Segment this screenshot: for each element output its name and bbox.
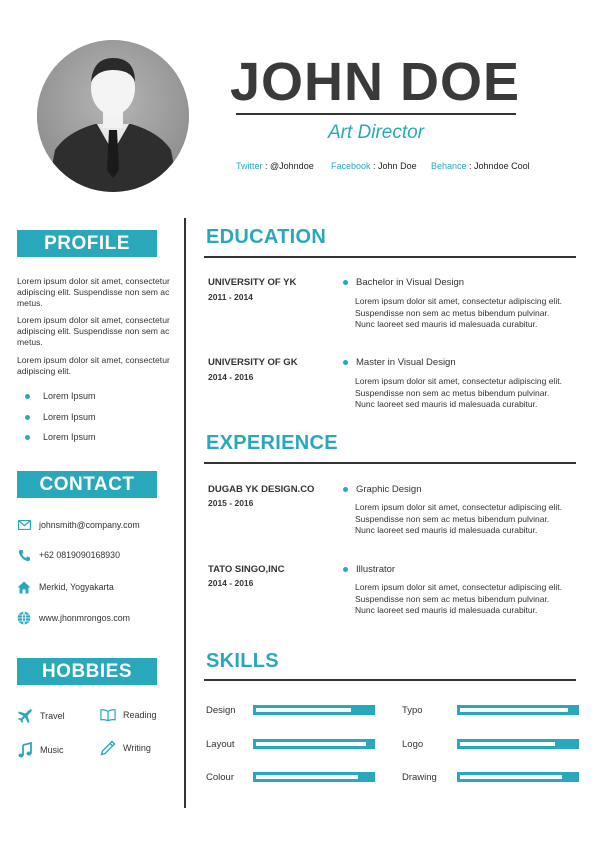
experience-company: DUGAB YK DESIGN.CO xyxy=(208,484,315,495)
education-description: Lorem ipsum dolor sit amet, consectetur adipiscing elit. Suspendisse non sem ac metus bibendum pulvinar. Nunc laoreet sed mauris id malesuada curabitur. xyxy=(355,296,562,329)
skill-bar xyxy=(457,772,579,782)
hobby-writing xyxy=(100,740,151,756)
profile-bullet xyxy=(25,432,96,442)
hobby-music-text: Music xyxy=(40,745,64,755)
skill-bar-fill xyxy=(460,775,562,779)
skill-bar-fill xyxy=(460,742,555,746)
profile-photo xyxy=(37,40,189,192)
book-icon xyxy=(100,707,116,723)
profile-heading: PROFILE xyxy=(17,230,157,257)
contact-address-text: Merkid, Yogyakarta xyxy=(39,582,114,592)
profile-bullet-text: Lorem Ipsum xyxy=(43,412,96,422)
social-facebook[interactable]: Facebook : John Doe xyxy=(331,161,417,171)
education-description: Lorem ipsum dolor sit amet, consectetur adipiscing elit. Suspendisse non sem ac metus bibendum pulvinar. Nunc laoreet sed mauris id malesuada curabitur. xyxy=(355,376,562,409)
social-behance-label: Behance xyxy=(431,161,467,171)
skills-rule xyxy=(204,679,576,681)
profile-bullet-text: Lorem Ipsum xyxy=(43,432,96,442)
hobby-writing-text: Writing xyxy=(123,743,151,753)
skill-bar xyxy=(457,739,579,749)
skill-bar-fill xyxy=(256,708,351,712)
experience-years: 2015 - 2016 xyxy=(208,498,254,508)
bullet-dot-icon xyxy=(25,394,30,399)
mail-icon xyxy=(17,518,31,532)
skill-label: Layout xyxy=(206,739,235,750)
phone-icon xyxy=(17,548,31,562)
hobby-music xyxy=(17,742,64,758)
experience-rule xyxy=(204,462,576,464)
social-twitter[interactable]: Twitter : @Johndoe xyxy=(236,161,314,171)
contact-website[interactable] xyxy=(17,610,130,626)
contact-website-text: www.jhonmrongos.com xyxy=(39,613,130,623)
job-title: Art Director xyxy=(327,122,425,143)
experience-company: TATO SINGO,INC xyxy=(208,564,285,575)
skill-label: Logo xyxy=(402,739,424,750)
social-twitter-value: @Johndoe xyxy=(270,161,314,171)
profile-bullet-text: Lorem Ipsum xyxy=(43,391,96,401)
contact-address xyxy=(17,579,114,595)
skill-bar xyxy=(457,705,579,715)
plane-icon xyxy=(17,708,33,724)
bullet-dot-icon xyxy=(25,435,30,440)
profile-bullet xyxy=(25,412,96,422)
pen-icon xyxy=(100,740,116,756)
skill-bar-fill xyxy=(460,708,568,712)
contact-heading: CONTACT xyxy=(17,471,157,498)
skills-heading: SKILLS xyxy=(206,650,279,672)
bullet-dot-icon xyxy=(343,280,348,285)
column-divider xyxy=(184,218,186,808)
skill-label: Colour xyxy=(206,772,234,783)
skill-bar-fill xyxy=(256,742,366,746)
profile-paragraph: Lorem ipsum dolor sit amet, consectetur adipiscing elit. Suspendisse non sem ac metus. xyxy=(17,315,170,347)
profile-paragraph: Lorem ipsum dolor sit amet, consectetur adipiscing elit. xyxy=(17,355,170,376)
bullet-dot-icon xyxy=(343,360,348,365)
social-twitter-label: Twitter xyxy=(236,161,263,171)
education-institution: UNIVERSITY OF YK xyxy=(208,277,297,288)
education-degree-text: Master in Visual Design xyxy=(356,357,456,368)
social-facebook-value: John Doe xyxy=(378,161,417,171)
social-behance-value: Johndoe Cool xyxy=(474,161,530,171)
home-icon xyxy=(17,580,31,594)
social-facebook-label: Facebook xyxy=(331,161,371,171)
experience-role xyxy=(343,564,395,575)
experience-role-text: Graphic Design xyxy=(356,484,422,495)
bullet-dot-icon xyxy=(343,487,348,492)
experience-description: Lorem ipsum dolor sit amet, consectetur adipiscing elit. Suspendisse non sem ac metus bibendum pulvinar. Nunc laoreet sed mauris id malesuada curabitur. xyxy=(355,502,562,535)
skill-bar-fill xyxy=(256,775,358,779)
hobby-reading xyxy=(100,707,157,723)
education-years: 2014 - 2016 xyxy=(208,372,254,382)
contact-email-text: johnsmith@company.com xyxy=(39,520,140,530)
contact-phone[interactable] xyxy=(17,547,120,563)
skill-bar xyxy=(253,772,375,782)
bullet-dot-icon xyxy=(25,415,30,420)
experience-description: Lorem ipsum dolor sit amet, consectetur adipiscing elit. Suspendisse non sem ac metus bibendum pulvinar. Nunc laoreet sed mauris id malesuada curabitur. xyxy=(355,582,562,615)
experience-role-text: Illustrator xyxy=(356,564,396,575)
candidate-name: JOHN DOE xyxy=(230,52,521,112)
education-years: 2011 - 2014 xyxy=(208,292,253,302)
music-icon xyxy=(17,742,33,758)
hobby-reading-text: Reading xyxy=(123,710,157,720)
education-degree xyxy=(343,357,456,368)
contact-phone-text: +62 0819090168930 xyxy=(39,550,120,560)
hobby-travel-text: Travel xyxy=(40,711,65,721)
skill-bar xyxy=(253,705,375,715)
skill-label: Typo xyxy=(402,705,423,716)
globe-icon xyxy=(17,611,31,625)
social-behance[interactable]: Behance : Johndoe Cool xyxy=(431,161,530,171)
skill-bar xyxy=(253,739,375,749)
experience-years: 2014 - 2016 xyxy=(208,578,254,588)
skill-label: Design xyxy=(206,705,236,716)
contact-email[interactable] xyxy=(17,517,140,533)
person-silhouette-icon xyxy=(37,40,189,192)
profile-bullet xyxy=(25,391,96,401)
experience-heading: EXPERIENCE xyxy=(206,432,338,454)
education-institution: UNIVERSITY OF GK xyxy=(208,357,298,368)
education-degree xyxy=(343,277,464,288)
name-underline xyxy=(236,113,516,115)
hobbies-heading: HOBBIES xyxy=(17,658,157,685)
skill-label: Drawing xyxy=(402,772,437,783)
education-heading: EDUCATION xyxy=(206,226,327,248)
profile-paragraph: Lorem ipsum dolor sit amet, consectetur adipiscing elit. Suspendisse non sem ac metus. xyxy=(17,276,170,308)
education-rule xyxy=(204,256,576,258)
bullet-dot-icon xyxy=(343,567,348,572)
hobby-travel xyxy=(17,708,65,724)
experience-role xyxy=(343,484,421,495)
education-degree-text: Bachelor in Visual Design xyxy=(356,277,465,288)
